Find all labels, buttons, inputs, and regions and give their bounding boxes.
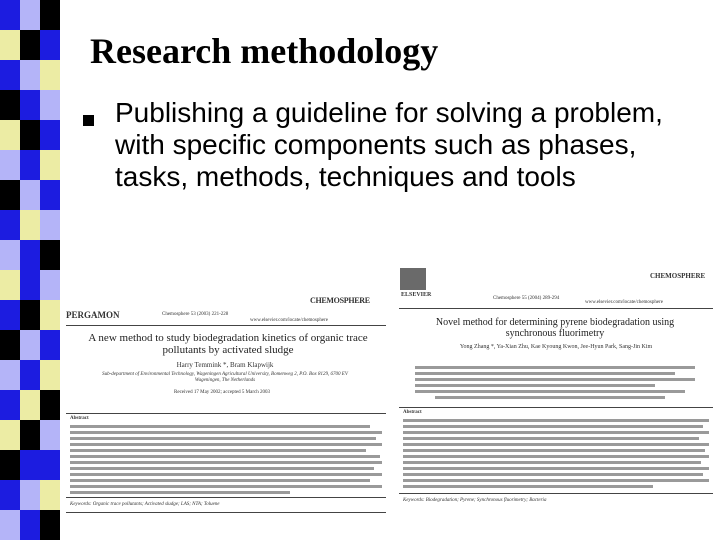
sidebar-block: [0, 420, 20, 450]
sidebar-block: [40, 420, 60, 450]
sidebar-block: [20, 60, 40, 90]
bullet-text: Publishing a guideline for solving a problem, with specific components such as phases, tasks, methods, techniques and tools: [115, 97, 663, 192]
sidebar-block: [40, 150, 60, 180]
sidebar-block: [20, 360, 40, 390]
paper-thumbnail-2: [395, 262, 717, 540]
sidebar-block: [40, 0, 60, 30]
sidebar-block: [20, 150, 40, 180]
sidebar-block: [20, 330, 40, 360]
sidebar-block: [40, 180, 60, 210]
decorative-sidebar-blocks: [0, 0, 60, 540]
sidebar-block: [0, 360, 20, 390]
paper-thumbnail-1: [62, 268, 392, 540]
sidebar-block: [20, 420, 40, 450]
sidebar-block: [20, 120, 40, 150]
sidebar-block: [20, 90, 40, 120]
sidebar-block: [0, 240, 20, 270]
received-date: Received 17 May 2002; accepted 5 March 2003: [174, 390, 270, 395]
sidebar-block: [20, 300, 40, 330]
sidebar-block: [20, 270, 40, 300]
publisher-label: ELSEVIER: [401, 292, 432, 298]
sidebar-block: [0, 180, 20, 210]
slide-title: Research methodology: [90, 31, 439, 71]
sidebar-block: [20, 450, 40, 480]
sidebar-block: [0, 120, 20, 150]
citation: Chemosphere 53 (2003) 221-228: [162, 312, 229, 317]
sidebar-block: [0, 0, 20, 30]
sidebar-block: [0, 330, 20, 360]
sidebar-block: [40, 60, 60, 90]
sidebar-block: [40, 330, 60, 360]
sidebar-block: [40, 510, 60, 540]
sidebar-block: [0, 60, 20, 90]
sidebar-block: [20, 30, 40, 60]
sidebar-block: [40, 240, 60, 270]
sidebar-block: [40, 480, 60, 510]
paper-title: A new method to study biodegradation kinetics of organic trace pollutants by activated sludge: [88, 332, 368, 356]
sidebar-block: [0, 150, 20, 180]
sidebar-block: [20, 480, 40, 510]
publisher-label: PERGAMON: [66, 310, 120, 320]
sidebar-block: [20, 390, 40, 420]
affiliation: Sub-department of Environmental Technology, Wageningen Agricultural University, Bomenweg 2, P.O. Box 8129, 6700 EV Wageningen, The Netherlands: [102, 372, 348, 383]
sidebar-block: [0, 90, 20, 120]
abstract-heading: Abstract: [403, 410, 422, 415]
sidebar-block: [40, 450, 60, 480]
journal-url: www.elsevier.com/locate/chemosphere: [585, 300, 663, 305]
sidebar-block: [40, 30, 60, 60]
sidebar-block: [0, 30, 20, 60]
sidebar-block: [40, 300, 60, 330]
journal-name: CHEMOSPHERE: [650, 272, 706, 280]
sidebar-block: [40, 270, 60, 300]
sidebar-block: [0, 270, 20, 300]
sidebar-block: [0, 210, 20, 240]
sidebar-block: [20, 0, 40, 30]
journal-url: www.elsevier.com/locate/chemosphere: [250, 318, 328, 323]
sidebar-block: [20, 240, 40, 270]
sidebar-block: [40, 90, 60, 120]
sidebar-block: [40, 120, 60, 150]
sidebar-block: [0, 390, 20, 420]
journal-name: CHEMOSPHERE: [310, 296, 370, 305]
keywords: Keywords: Biodegradation; Pyrene; Synchronous fluorimetry; Bacteria: [403, 498, 547, 503]
bullet-square-icon: [83, 115, 94, 126]
sidebar-block: [0, 300, 20, 330]
elsevier-tree-logo-icon: [400, 268, 426, 290]
sidebar-block: [0, 450, 20, 480]
sidebar-block: [0, 510, 20, 540]
sidebar-block: [0, 480, 20, 510]
paper-title: Novel method for determining pyrene biodegradation using synchronous fluorimetry: [435, 317, 675, 339]
sidebar-block: [40, 360, 60, 390]
keywords: Keywords: Organic trace pollutants; Activated sludge; LAS; NTA; Toluene: [70, 502, 220, 507]
citation: Chemosphere 55 (2004) 289-294: [493, 296, 560, 301]
sidebar-block: [40, 210, 60, 240]
sidebar-block: [20, 180, 40, 210]
authors: Harry Temmink *, Bram Klapwijk: [176, 361, 274, 369]
sidebar-block: [20, 210, 40, 240]
abstract-heading: Abstract: [70, 416, 89, 421]
sidebar-block: [40, 390, 60, 420]
authors: Yong Zhang *, Ya-Xian Zhu, Kae Kyoung Kwon, Jee-Hyun Park, Sang-Jin Kim: [459, 344, 653, 350]
sidebar-block: [20, 510, 40, 540]
